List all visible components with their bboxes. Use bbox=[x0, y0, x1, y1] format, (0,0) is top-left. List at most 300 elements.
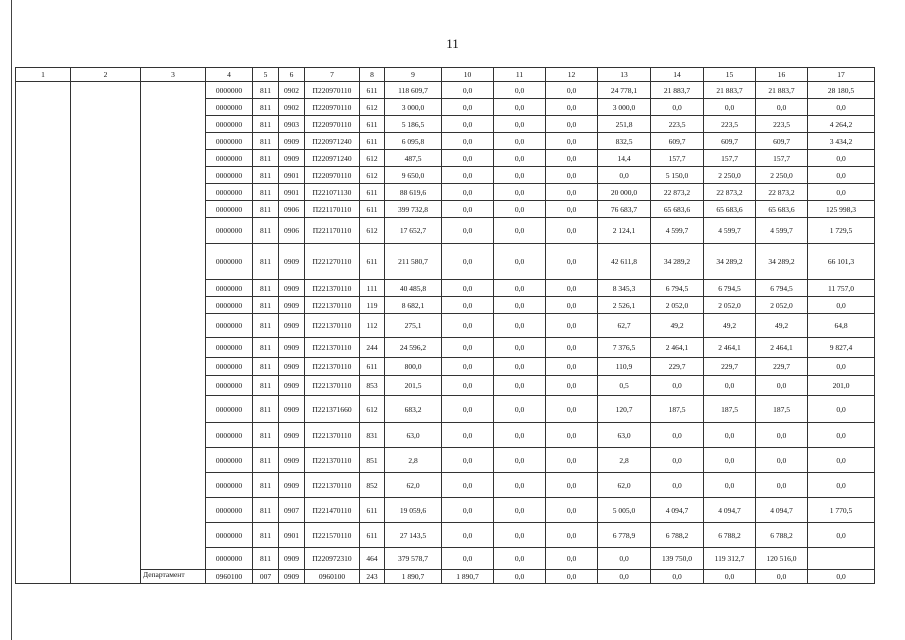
table-cell: 110,9 bbox=[598, 358, 651, 376]
table-row bbox=[16, 82, 875, 99]
table-cell: 0,0 bbox=[546, 116, 598, 133]
table-cell: 0,0 bbox=[494, 167, 546, 184]
table-cell: 0000000 bbox=[206, 99, 253, 116]
table-cell: 0,0 bbox=[808, 448, 875, 473]
table-cell: 0,0 bbox=[442, 116, 494, 133]
table-cell: 0,0 bbox=[546, 218, 598, 244]
table-cell: 0,5 bbox=[598, 376, 651, 396]
table-cell: 0,0 bbox=[651, 376, 704, 396]
table-cell: 223,5 bbox=[756, 116, 808, 133]
table-cell: 0,0 bbox=[756, 376, 808, 396]
table-cell: 2 124,1 bbox=[598, 218, 651, 244]
table-cell: 0,0 bbox=[442, 396, 494, 423]
table-cell: 0,0 bbox=[442, 314, 494, 338]
table-cell: П221071130 bbox=[305, 184, 360, 201]
table-cell: 0,0 bbox=[442, 99, 494, 116]
table-cell: 0902 bbox=[279, 82, 305, 99]
table-cell: 0,0 bbox=[546, 244, 598, 280]
table-cell: 21 883,7 bbox=[704, 82, 756, 99]
table-cell: 0901 bbox=[279, 184, 305, 201]
table-cell: 11 757,0 bbox=[808, 280, 875, 297]
table-cell: 811 bbox=[253, 150, 279, 167]
table-cell: 0,0 bbox=[442, 133, 494, 150]
table-cell: 0,0 bbox=[494, 201, 546, 218]
table-cell: 0,0 bbox=[598, 548, 651, 570]
table-cell: 0,0 bbox=[546, 570, 598, 584]
table-cell: 0901 bbox=[279, 523, 305, 548]
table-cell: 0903 bbox=[279, 116, 305, 133]
table-cell: П221370110 bbox=[305, 423, 360, 448]
table-cell: 611 bbox=[360, 116, 385, 133]
department-row bbox=[16, 570, 875, 584]
table-cell: 0,0 bbox=[651, 473, 704, 498]
column-header: 7 bbox=[305, 68, 360, 82]
table-cell: 0,0 bbox=[704, 99, 756, 116]
table-cell: 0,0 bbox=[808, 297, 875, 314]
table-cell: 229,7 bbox=[651, 358, 704, 376]
table-cell: 119 bbox=[360, 297, 385, 314]
table-cell: 811 bbox=[253, 338, 279, 358]
table-cell: 4 264,2 bbox=[808, 116, 875, 133]
table-cell: 8 682,1 bbox=[385, 297, 442, 314]
table-cell: 0909 bbox=[279, 423, 305, 448]
table-cell: 65 683,6 bbox=[651, 201, 704, 218]
table-cell: 40 485,8 bbox=[385, 280, 442, 297]
table-cell: 811 bbox=[253, 396, 279, 423]
table-cell: 0,0 bbox=[808, 423, 875, 448]
table-cell: 0909 bbox=[279, 358, 305, 376]
table-cell: 0,0 bbox=[546, 396, 598, 423]
column-header: 5 bbox=[253, 68, 279, 82]
table-cell: 0,0 bbox=[442, 523, 494, 548]
table-cell: 0000000 bbox=[206, 201, 253, 218]
table-cell: 251,8 bbox=[598, 116, 651, 133]
table-cell: 120,7 bbox=[598, 396, 651, 423]
table-cell: 0909 bbox=[279, 280, 305, 297]
table-cell: 612 bbox=[360, 396, 385, 423]
table-cell: 007 bbox=[253, 570, 279, 584]
table-cell: 0,0 bbox=[494, 184, 546, 201]
table-cell: 0,0 bbox=[494, 423, 546, 448]
column-header: 16 bbox=[756, 68, 808, 82]
table-cell: 0909 bbox=[279, 376, 305, 396]
table-cell: 112 bbox=[360, 314, 385, 338]
table-cell: 0,0 bbox=[546, 201, 598, 218]
table-cell: 0,0 bbox=[442, 473, 494, 498]
table-cell: 612 bbox=[360, 99, 385, 116]
table-cell: 0000000 bbox=[206, 133, 253, 150]
table-cell: 811 bbox=[253, 297, 279, 314]
table-cell: 2 052,0 bbox=[756, 297, 808, 314]
table-cell: 0000000 bbox=[206, 423, 253, 448]
table-cell: 3 434,2 bbox=[808, 133, 875, 150]
table-cell bbox=[808, 548, 875, 570]
table-cell: 0000000 bbox=[206, 244, 253, 280]
table-cell: 0,0 bbox=[494, 548, 546, 570]
table-cell: 0,0 bbox=[704, 376, 756, 396]
department-label: Департамент bbox=[141, 570, 206, 584]
table-cell: 0909 bbox=[279, 314, 305, 338]
table-cell: 0906 bbox=[279, 218, 305, 244]
table-cell: 683,2 bbox=[385, 396, 442, 423]
table-cell: 0,0 bbox=[756, 570, 808, 584]
table-cell: 157,7 bbox=[756, 150, 808, 167]
table-cell: 0,0 bbox=[442, 338, 494, 358]
table-cell: 157,7 bbox=[704, 150, 756, 167]
table-cell: 0,0 bbox=[494, 116, 546, 133]
table-cell: 0000000 bbox=[206, 218, 253, 244]
table-cell: 0,0 bbox=[546, 314, 598, 338]
table-cell: 0000000 bbox=[206, 548, 253, 570]
table-cell: 0,0 bbox=[756, 99, 808, 116]
table-cell: 0,0 bbox=[808, 167, 875, 184]
table-cell: 612 bbox=[360, 167, 385, 184]
column-header: 1 bbox=[16, 68, 71, 82]
table-cell: 0,0 bbox=[808, 184, 875, 201]
table-cell: 0,0 bbox=[546, 548, 598, 570]
table-cell: 612 bbox=[360, 150, 385, 167]
table-cell: 34 289,2 bbox=[704, 244, 756, 280]
table-cell: 6 788,2 bbox=[704, 523, 756, 548]
table-cell: 63,0 bbox=[385, 423, 442, 448]
column-header: 12 bbox=[546, 68, 598, 82]
table-cell: 811 bbox=[253, 244, 279, 280]
table-cell: 3 000,0 bbox=[385, 99, 442, 116]
table-cell: 609,7 bbox=[704, 133, 756, 150]
table-cell: 811 bbox=[253, 548, 279, 570]
table-cell: 0,0 bbox=[442, 358, 494, 376]
table-cell: 0901 bbox=[279, 167, 305, 184]
table-cell: 0,0 bbox=[442, 167, 494, 184]
table-cell: 0,0 bbox=[442, 297, 494, 314]
table-cell: 811 bbox=[253, 423, 279, 448]
table-cell: 0,0 bbox=[546, 423, 598, 448]
table-cell: 118 609,7 bbox=[385, 82, 442, 99]
table-cell: 0960100 bbox=[305, 570, 360, 584]
table-cell: 0,0 bbox=[442, 376, 494, 396]
table-cell: 0,0 bbox=[442, 548, 494, 570]
table-cell: 0909 bbox=[279, 548, 305, 570]
table-cell: 0,0 bbox=[442, 448, 494, 473]
table-cell: 0,0 bbox=[442, 150, 494, 167]
table-cell: 6 788,2 bbox=[756, 523, 808, 548]
table-cell: 243 bbox=[360, 570, 385, 584]
table-cell: 811 bbox=[253, 523, 279, 548]
table-cell: 7 376,5 bbox=[598, 338, 651, 358]
table-cell: 0,0 bbox=[546, 297, 598, 314]
table-cell: 0909 bbox=[279, 133, 305, 150]
table-cell: 0909 bbox=[279, 150, 305, 167]
table-cell: П221170110 bbox=[305, 218, 360, 244]
table-cell: 811 bbox=[253, 116, 279, 133]
table-cell: 0,0 bbox=[494, 297, 546, 314]
table-cell: 1 770,5 bbox=[808, 498, 875, 523]
table-cell: 811 bbox=[253, 133, 279, 150]
table-cell: 0907 bbox=[279, 498, 305, 523]
table-cell: 0,0 bbox=[494, 150, 546, 167]
table-cell: 2 052,0 bbox=[651, 297, 704, 314]
table-cell: 0909 bbox=[279, 473, 305, 498]
table-cell: 0,0 bbox=[546, 133, 598, 150]
table-cell: 0,0 bbox=[756, 423, 808, 448]
table-cell: 0,0 bbox=[442, 82, 494, 99]
table-cell: 0960100 bbox=[206, 570, 253, 584]
table-cell: 4 599,7 bbox=[704, 218, 756, 244]
table-cell: 49,2 bbox=[704, 314, 756, 338]
table-cell: 27 143,5 bbox=[385, 523, 442, 548]
table-cell: 0,0 bbox=[756, 448, 808, 473]
table-cell: 0909 bbox=[279, 244, 305, 280]
table-cell: П221470110 bbox=[305, 498, 360, 523]
table-cell: 611 bbox=[360, 244, 385, 280]
table-cell: 125 998,3 bbox=[808, 201, 875, 218]
table-cell: 811 bbox=[253, 376, 279, 396]
table-cell: 17 652,7 bbox=[385, 218, 442, 244]
table-cell: 0,0 bbox=[494, 338, 546, 358]
table-cell: 0,0 bbox=[808, 396, 875, 423]
table-cell: 0,0 bbox=[598, 570, 651, 584]
table-cell: 2,8 bbox=[598, 448, 651, 473]
table-cell: 0000000 bbox=[206, 358, 253, 376]
table-cell: П221370110 bbox=[305, 280, 360, 297]
table-cell: 111 bbox=[360, 280, 385, 297]
table-cell: 399 732,8 bbox=[385, 201, 442, 218]
table-cell: 0,0 bbox=[546, 376, 598, 396]
table-cell: 0909 bbox=[279, 338, 305, 358]
table-cell: П221270110 bbox=[305, 244, 360, 280]
table-cell: 611 bbox=[360, 498, 385, 523]
table-cell: 0,0 bbox=[808, 523, 875, 548]
table-cell: П221370110 bbox=[305, 376, 360, 396]
table-cell: 223,5 bbox=[651, 116, 704, 133]
table-cell: 0,0 bbox=[651, 448, 704, 473]
budget-table bbox=[15, 67, 875, 584]
table-cell: 0909 bbox=[279, 396, 305, 423]
table-cell: 0,0 bbox=[808, 570, 875, 584]
table-cell: 21 883,7 bbox=[651, 82, 704, 99]
table-cell: 139 750,0 bbox=[651, 548, 704, 570]
table-cell: 201,0 bbox=[808, 376, 875, 396]
column-header: 8 bbox=[360, 68, 385, 82]
table-cell: 0906 bbox=[279, 201, 305, 218]
table-cell: П220972310 bbox=[305, 548, 360, 570]
table-cell: 76 683,7 bbox=[598, 201, 651, 218]
table-cell: 831 bbox=[360, 423, 385, 448]
table-cell: 811 bbox=[253, 358, 279, 376]
table-cell: 88 619,6 bbox=[385, 184, 442, 201]
table-cell: 0,0 bbox=[494, 244, 546, 280]
table-cell: 611 bbox=[360, 133, 385, 150]
table-cell: 0,0 bbox=[494, 473, 546, 498]
column-header: 17 bbox=[808, 68, 875, 82]
table-cell: 64,8 bbox=[808, 314, 875, 338]
table-cell: 0909 bbox=[279, 570, 305, 584]
table-cell: 811 bbox=[253, 280, 279, 297]
table-cell: 800,0 bbox=[385, 358, 442, 376]
table-cell: П221370110 bbox=[305, 473, 360, 498]
table-cell: 0,0 bbox=[808, 99, 875, 116]
table-cell: 49,2 bbox=[651, 314, 704, 338]
table-cell: 0902 bbox=[279, 99, 305, 116]
table-cell: 0,0 bbox=[442, 201, 494, 218]
table-cell: П220970110 bbox=[305, 167, 360, 184]
table-cell: 229,7 bbox=[704, 358, 756, 376]
table-cell: 34 289,2 bbox=[651, 244, 704, 280]
table-cell: 4 094,7 bbox=[756, 498, 808, 523]
table-cell: 28 180,5 bbox=[808, 82, 875, 99]
table-cell: 0,0 bbox=[546, 184, 598, 201]
table-cell: 0,0 bbox=[546, 498, 598, 523]
table-cell: 811 bbox=[253, 218, 279, 244]
table-cell: 0,0 bbox=[808, 150, 875, 167]
table-cell: 0,0 bbox=[494, 82, 546, 99]
table-cell: 0000000 bbox=[206, 167, 253, 184]
table-cell: П220970110 bbox=[305, 99, 360, 116]
table-cell: 223,5 bbox=[704, 116, 756, 133]
group-col-2 bbox=[71, 82, 141, 584]
table-cell: 0000000 bbox=[206, 82, 253, 99]
table-cell: 14,4 bbox=[598, 150, 651, 167]
table-cell: 0,0 bbox=[546, 150, 598, 167]
table-cell: 9 827,4 bbox=[808, 338, 875, 358]
table-cell: 811 bbox=[253, 167, 279, 184]
table-cell: 3 000,0 bbox=[598, 99, 651, 116]
table-cell: 0,0 bbox=[494, 358, 546, 376]
column-header: 3 bbox=[141, 68, 206, 82]
table-cell: П221370110 bbox=[305, 358, 360, 376]
table-cell: 62,0 bbox=[598, 473, 651, 498]
table-cell: 0000000 bbox=[206, 498, 253, 523]
table-cell: 0,0 bbox=[494, 133, 546, 150]
table-cell: 0000000 bbox=[206, 338, 253, 358]
table-cell: 0,0 bbox=[546, 473, 598, 498]
table-cell: 851 bbox=[360, 448, 385, 473]
table-cell: 2 526,1 bbox=[598, 297, 651, 314]
table-cell: 611 bbox=[360, 184, 385, 201]
table-cell: 201,5 bbox=[385, 376, 442, 396]
table-cell: 2 052,0 bbox=[704, 297, 756, 314]
table-cell: 811 bbox=[253, 314, 279, 338]
table-cell: 63,0 bbox=[598, 423, 651, 448]
table-cell: 0000000 bbox=[206, 314, 253, 338]
table-cell: 21 883,7 bbox=[756, 82, 808, 99]
table-cell: 853 bbox=[360, 376, 385, 396]
table-cell: 609,7 bbox=[756, 133, 808, 150]
table-cell: 811 bbox=[253, 184, 279, 201]
table-cell: 0,0 bbox=[651, 99, 704, 116]
table-cell: 0000000 bbox=[206, 376, 253, 396]
table-cell: 157,7 bbox=[651, 150, 704, 167]
table-cell: 0,0 bbox=[546, 82, 598, 99]
column-header: 13 bbox=[598, 68, 651, 82]
column-header: 2 bbox=[71, 68, 141, 82]
table-cell: 4 094,7 bbox=[651, 498, 704, 523]
table-cell: 0,0 bbox=[442, 423, 494, 448]
table-cell: 0,0 bbox=[494, 99, 546, 116]
table-cell: 0,0 bbox=[442, 244, 494, 280]
table-cell: 611 bbox=[360, 82, 385, 99]
table-cell: 22 873,2 bbox=[756, 184, 808, 201]
table-cell: 0,0 bbox=[442, 498, 494, 523]
table-cell: 611 bbox=[360, 523, 385, 548]
table-cell: 229,7 bbox=[756, 358, 808, 376]
table-cell: 0,0 bbox=[442, 280, 494, 297]
table-cell: 0,0 bbox=[494, 498, 546, 523]
table-cell: 4 094,7 bbox=[704, 498, 756, 523]
table-cell: 0,0 bbox=[546, 448, 598, 473]
table-cell: 24 778,1 bbox=[598, 82, 651, 99]
table-cell: 464 bbox=[360, 548, 385, 570]
table-cell: 24 596,2 bbox=[385, 338, 442, 358]
table-cell: 62,0 bbox=[385, 473, 442, 498]
table-cell: 0909 bbox=[279, 297, 305, 314]
table-cell: 9 650,0 bbox=[385, 167, 442, 184]
table-cell: 6 788,2 bbox=[651, 523, 704, 548]
table-cell: 66 101,3 bbox=[808, 244, 875, 280]
table-cell: П221371660 bbox=[305, 396, 360, 423]
table-cell: П221370110 bbox=[305, 448, 360, 473]
table-cell: 1 729,5 bbox=[808, 218, 875, 244]
table-cell: 0000000 bbox=[206, 116, 253, 133]
table-cell: 0,0 bbox=[704, 570, 756, 584]
table-cell: 811 bbox=[253, 448, 279, 473]
table-cell: П221570110 bbox=[305, 523, 360, 548]
table-cell: 0,0 bbox=[546, 280, 598, 297]
table-cell: 187,5 bbox=[651, 396, 704, 423]
table-cell: 1 890,7 bbox=[385, 570, 442, 584]
table-cell: 6 794,5 bbox=[651, 280, 704, 297]
table-cell: 0909 bbox=[279, 448, 305, 473]
column-header: 14 bbox=[651, 68, 704, 82]
table-cell: 6 794,5 bbox=[704, 280, 756, 297]
table-cell: 0000000 bbox=[206, 473, 253, 498]
table-cell: 611 bbox=[360, 201, 385, 218]
group-col-1 bbox=[16, 82, 71, 584]
table-cell: 6 778,9 bbox=[598, 523, 651, 548]
table-cell: 811 bbox=[253, 82, 279, 99]
column-header: 10 bbox=[442, 68, 494, 82]
table-cell: 0,0 bbox=[546, 358, 598, 376]
table-cell: 5 005,0 bbox=[598, 498, 651, 523]
table-cell: 0,0 bbox=[704, 473, 756, 498]
table-cell: 1 890,7 bbox=[442, 570, 494, 584]
table-cell: 2 250,0 bbox=[704, 167, 756, 184]
table-cell: 0,0 bbox=[546, 523, 598, 548]
table-cell: 0000000 bbox=[206, 150, 253, 167]
table-cell: 5 186,5 bbox=[385, 116, 442, 133]
table-cell: 611 bbox=[360, 358, 385, 376]
table-cell: 0,0 bbox=[704, 423, 756, 448]
table-cell: 852 bbox=[360, 473, 385, 498]
table-cell: 187,5 bbox=[756, 396, 808, 423]
table-cell: 5 150,0 bbox=[651, 167, 704, 184]
table-cell: 20 000,0 bbox=[598, 184, 651, 201]
table-cell: 0,0 bbox=[651, 423, 704, 448]
table-cell: 42 611,8 bbox=[598, 244, 651, 280]
table-cell: 22 873,2 bbox=[704, 184, 756, 201]
table-cell: 612 bbox=[360, 218, 385, 244]
table-cell: 0,0 bbox=[704, 448, 756, 473]
table-cell: 0,0 bbox=[808, 473, 875, 498]
header-row bbox=[16, 68, 875, 82]
group-col-3 bbox=[141, 82, 206, 570]
table-cell: 0,0 bbox=[546, 167, 598, 184]
table-cell: 0000000 bbox=[206, 448, 253, 473]
table-cell: 0,0 bbox=[494, 570, 546, 584]
table-cell: 0000000 bbox=[206, 184, 253, 201]
table-cell: П221370110 bbox=[305, 297, 360, 314]
table-cell: 0,0 bbox=[442, 218, 494, 244]
